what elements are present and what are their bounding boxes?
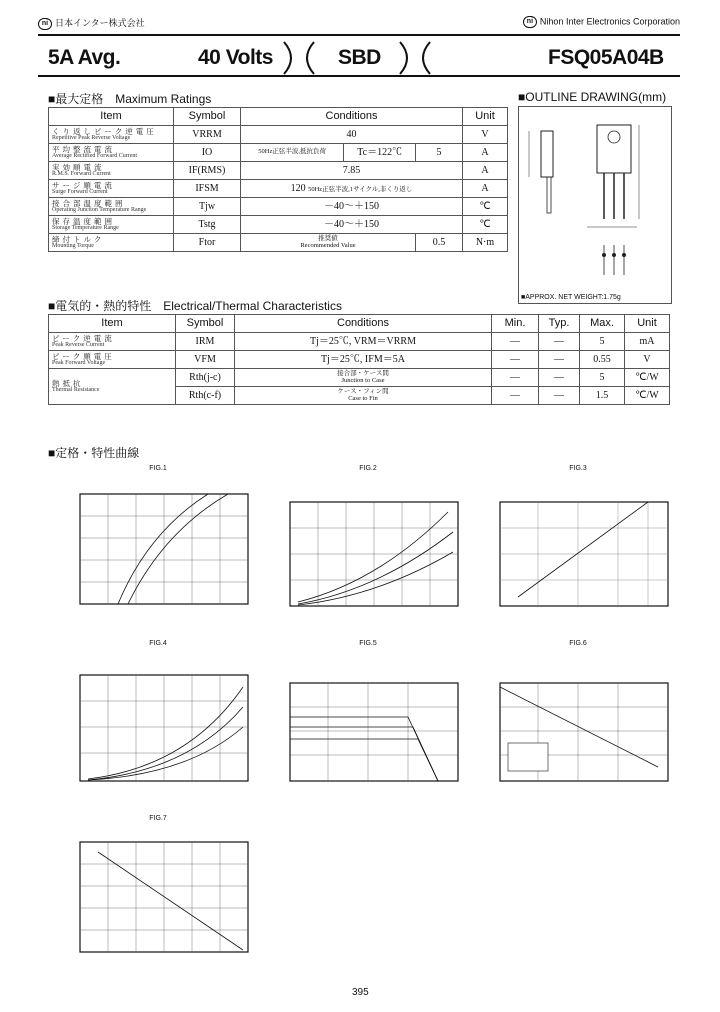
header-typ: Typ.: [539, 315, 580, 333]
fig-7-plot: [58, 822, 258, 967]
symbol: VFM: [176, 351, 235, 369]
fig-3-plot: [478, 472, 678, 622]
banner-type: SBD: [338, 46, 381, 69]
nie-logo-icon: ni: [38, 18, 52, 30]
fig-4: [58, 640, 258, 810]
min: ―: [492, 351, 539, 369]
condition: Tj＝25℃, VRM＝VRRM: [235, 333, 492, 351]
table-header-row: [49, 315, 670, 333]
symbol: IF(RMS): [174, 162, 241, 180]
min: ―: [492, 369, 539, 387]
item-en: Storage Temperature Range: [52, 225, 119, 232]
condition: [241, 180, 463, 198]
condition: －40～＋150: [241, 216, 463, 234]
item-jp: くり返しピーク逆電圧: [52, 126, 157, 136]
item-en: Average Rectified Forward Current: [52, 153, 138, 160]
item-jp: ピーク逆電流: [52, 333, 115, 343]
fig-label: FIG.5: [359, 640, 377, 647]
unit: ℃: [463, 216, 508, 234]
item-jp: 接合部温度範囲: [52, 198, 126, 208]
fig-label: FIG.2: [359, 465, 377, 472]
outline-drawing: [519, 107, 671, 287]
table-row: [49, 126, 508, 144]
table-row: [49, 234, 508, 252]
unit: A: [463, 144, 508, 162]
fig-6: [478, 640, 678, 810]
company-name-en: Nihon Inter Electronics Corporation: [539, 16, 680, 27]
header-rule: [38, 34, 680, 36]
min: ―: [492, 333, 539, 351]
header-unit: Unit: [625, 315, 670, 333]
page-number: 395: [352, 987, 369, 998]
condition-en: Recommended Value: [300, 241, 356, 249]
fig-label: FIG.6: [569, 640, 587, 647]
fig-2: [268, 465, 468, 635]
fig-2-plot: [268, 472, 468, 622]
fig-5: [268, 640, 468, 810]
unit: A: [463, 180, 508, 198]
table-row: [49, 216, 508, 234]
max: 5: [580, 369, 625, 387]
condition: Tj＝25℃, IFM＝5A: [235, 351, 492, 369]
unit: ℃/W: [625, 387, 670, 405]
condition-en: Junction to Case: [341, 376, 385, 384]
condition: 50Hz正弦半波,抵抗負荷: [241, 144, 344, 162]
unit: V: [463, 126, 508, 144]
symbol: Rth(c-f): [176, 387, 235, 405]
table-row: [49, 162, 508, 180]
header-max: Max.: [580, 315, 625, 333]
table-row: [49, 351, 670, 369]
table-header-row: [49, 108, 508, 126]
typ: ―: [539, 351, 580, 369]
table-row: [49, 180, 508, 198]
condition-jp: 推奨値: [318, 235, 338, 242]
fig-label: FIG.1: [149, 465, 167, 472]
table-row: [49, 198, 508, 216]
fig-1: [58, 465, 258, 635]
unit: N·m: [463, 234, 508, 252]
max: 1.5: [580, 387, 625, 405]
symbol: Rth(j-c): [176, 369, 235, 387]
fig-label: FIG.3: [569, 465, 587, 472]
item-jp: 熱抵抗: [52, 378, 84, 388]
fig-6-plot: [478, 647, 678, 797]
value: 0.5: [416, 234, 463, 252]
fig-5-plot: [268, 647, 468, 797]
typ: ―: [539, 369, 580, 387]
symbol: IRM: [176, 333, 235, 351]
banner-current: 5A Avg.: [48, 46, 121, 69]
header-item: Item: [49, 315, 176, 333]
unit: A: [463, 162, 508, 180]
condition: [241, 234, 416, 252]
symbol: IFSM: [174, 180, 241, 198]
typ: ―: [539, 333, 580, 351]
banner-voltage: 40 Volts: [198, 46, 273, 69]
unit: mA: [625, 333, 670, 351]
elec-chars-title: ■電気的・熱的特性 Electrical/Thermal Characteristics: [48, 299, 342, 313]
item-en: Operating Junction Temperature Range: [52, 207, 147, 214]
item-jp: サージ順電流: [52, 180, 115, 190]
item-jp: 締付トルク: [52, 234, 105, 244]
table-row: [49, 144, 508, 162]
item-en: Thermal Resistance: [52, 387, 100, 394]
condition: [235, 369, 492, 387]
max-ratings-table: [48, 107, 508, 252]
company-logo-en: [523, 16, 680, 28]
item-jp: 保存温度範囲: [52, 216, 115, 226]
header-symbol: Symbol: [176, 315, 235, 333]
item-en: Peak Forward Voltage: [52, 360, 106, 367]
item-jp: ピーク順電圧: [52, 351, 115, 361]
banner-dividers: [280, 41, 440, 75]
condition: －40～＋150: [241, 198, 463, 216]
typ: ―: [539, 387, 580, 405]
condition-note: 50Hz正弦半波,1サイクル,非くり返し: [308, 185, 413, 193]
condition: [235, 387, 492, 405]
item-jp: 平均整流電流: [52, 144, 115, 154]
banner-part-number: FSQ05A04B: [548, 46, 664, 69]
unit: ℃/W: [625, 369, 670, 387]
outline-box: [518, 106, 672, 304]
item-jp: 実効順電流: [52, 162, 105, 172]
item-en: Repetitive Peak Reverse Voltage: [52, 135, 131, 142]
condition-jp: 接合部・ケース間: [337, 370, 389, 377]
symbol: Tstg: [174, 216, 241, 234]
header-min: Min.: [492, 315, 539, 333]
net-weight: ■APPROX. NET WEIGHT:1.75g: [521, 294, 621, 301]
fig-label: FIG.4: [149, 640, 167, 647]
banner-rule: [38, 75, 680, 77]
table-row: [49, 333, 670, 351]
max-ratings-title: ■最大定格 Maximum Ratings: [48, 92, 212, 106]
fig-4-plot: [58, 647, 258, 797]
symbol: Tjw: [174, 198, 241, 216]
header-symbol: Symbol: [174, 108, 241, 126]
condition-value: 120: [290, 182, 306, 194]
header-item: Item: [49, 108, 174, 126]
outline-title: ■OUTLINE DRAWING(mm): [518, 90, 667, 104]
fig-7: [58, 815, 258, 975]
condition: 7.85: [241, 162, 463, 180]
company-logo-jp: [38, 16, 145, 30]
item-en: Peak Reverse Current: [52, 342, 105, 349]
nie-logo-icon: ni: [523, 16, 537, 28]
unit: ℃: [463, 198, 508, 216]
value: 5: [416, 144, 463, 162]
company-name-jp: 日本インター株式会社: [55, 18, 145, 28]
min: ―: [492, 387, 539, 405]
header-unit: Unit: [463, 108, 508, 126]
table-row: [49, 369, 670, 387]
curves-title: ■定格・特性曲線: [48, 446, 140, 460]
item-en: Mounting Torque: [52, 243, 94, 250]
condition-2: Tc＝122℃: [344, 144, 416, 162]
condition-jp: ケース・フィン間: [337, 388, 389, 395]
max: 5: [580, 333, 625, 351]
condition: 40: [241, 126, 463, 144]
elec-chars-table: [48, 314, 670, 405]
item-en: R.M.S. Forward Current: [52, 171, 111, 178]
max: 0.55: [580, 351, 625, 369]
symbol: IO: [174, 144, 241, 162]
condition-en: Case to Fin: [348, 394, 378, 402]
header-conditions: Conditions: [235, 315, 492, 333]
symbol: VRRM: [174, 126, 241, 144]
item-en: Surge Forward Current: [52, 189, 108, 196]
fig-label: FIG.7: [149, 815, 167, 822]
symbol: Ftor: [174, 234, 241, 252]
header-conditions: Conditions: [241, 108, 463, 126]
unit: V: [625, 351, 670, 369]
fig-1-plot: [58, 472, 258, 622]
fig-3: [478, 465, 678, 635]
